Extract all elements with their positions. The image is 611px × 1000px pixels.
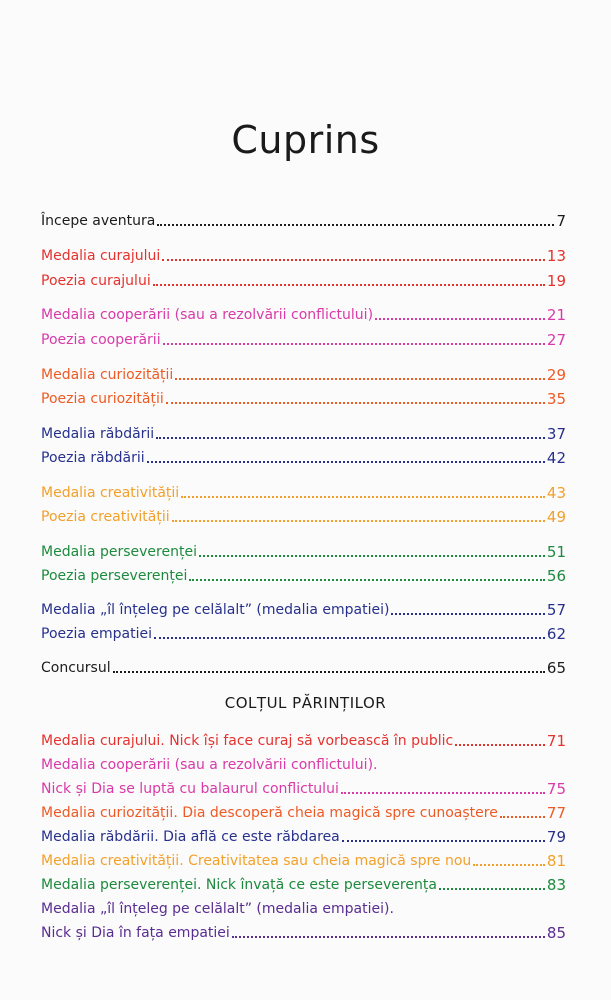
dot-leader	[181, 496, 545, 498]
toc-entry-title: Medalia cooperării (sau a rezolvării conflictului)	[41, 307, 374, 323]
toc-entry-page: 62	[546, 625, 566, 643]
parents-entry-page: 71	[546, 732, 566, 750]
toc-entry	[41, 302, 566, 324]
toc-entry-page: 21	[546, 306, 566, 324]
toc-entry-title: Concursul	[41, 660, 111, 676]
toc-entry-title: Poezia răbdării	[41, 450, 145, 466]
parents-entry-title: Nick și Dia se luptă cu balaurul conflictului	[41, 781, 339, 797]
toc-entry	[41, 597, 566, 619]
toc-entry-title: Poezia curiozității	[41, 391, 164, 407]
toc-entry-page: 29	[546, 366, 566, 384]
dot-leader	[162, 259, 545, 261]
parents-entry	[41, 872, 566, 894]
toc-entry-page: 13	[546, 247, 566, 265]
parents-entry-title: Medalia răbdării. Dia află ce este răbdarea	[41, 829, 340, 845]
toc-entry-page: 19	[546, 272, 566, 290]
dot-leader	[166, 402, 545, 404]
toc-entry	[41, 504, 566, 526]
parents-entry-page: 79	[546, 828, 566, 846]
parents-entry	[41, 800, 566, 822]
dot-leader	[175, 378, 545, 380]
parents-entry-title: Nick și Dia în fața empatiei	[41, 925, 230, 941]
toc-entry	[41, 243, 566, 265]
dot-leader	[375, 318, 545, 320]
parents-entry-page: 85	[546, 924, 566, 942]
parents-entry-page: 77	[546, 804, 566, 822]
toc-entry-page: 51	[546, 543, 566, 561]
dot-leader	[232, 936, 545, 938]
toc-entry-page: 56	[546, 567, 566, 585]
dot-leader	[391, 613, 544, 615]
toc-entry	[41, 362, 566, 384]
parents-entry	[41, 776, 566, 798]
toc-entry	[41, 445, 566, 467]
toc-entry-title: Medalia răbdării	[41, 426, 155, 442]
dot-leader	[342, 840, 545, 842]
toc-entry-page: 37	[546, 425, 566, 443]
toc-entry	[41, 563, 566, 585]
toc-entry-title: Poezia curajului	[41, 273, 151, 289]
parents-entry	[41, 920, 566, 942]
toc-entry-page: 27	[546, 331, 566, 349]
parents-entry-title: Medalia creativității. Creativitatea sau cheia magică spre nou	[41, 853, 472, 869]
dot-leader	[172, 520, 545, 522]
parents-entry-title: Medalia „îl înțeleg pe celălalt” (medalia empatiei).	[41, 901, 394, 917]
toc-entry-page: 42	[546, 449, 566, 467]
parents-entry	[41, 728, 566, 750]
dot-leader	[156, 437, 545, 439]
toc-entry-title: Medalia curajului	[41, 248, 161, 264]
parents-entry-page: 83	[546, 876, 566, 894]
toc-entry-page: 49	[546, 508, 566, 526]
dot-leader	[455, 744, 545, 746]
parents-entry-title: Medalia curajului. Nick își face curaj să vorbească în public	[41, 733, 454, 749]
toc-entry	[41, 208, 566, 230]
toc-entry-title: Poezia creativității	[41, 509, 170, 525]
toc-entry	[41, 327, 566, 349]
parents-entry-title: Medalia perseverenței. Nick învață ce este perseverența	[41, 877, 437, 893]
parents-entry	[41, 896, 566, 918]
parents-entry-title: Medalia curiozității. Dia descoperă cheia magică spre cunoaștere	[41, 805, 498, 821]
parents-entry	[41, 752, 566, 774]
dot-leader	[163, 343, 545, 345]
dot-leader	[113, 671, 545, 673]
toc-entry-page: 65	[546, 659, 566, 677]
toc-entry	[41, 621, 566, 643]
dot-leader	[199, 555, 545, 557]
parents-entry-page: 75	[546, 780, 566, 798]
dot-leader	[154, 637, 545, 639]
dot-leader	[147, 461, 545, 463]
toc-entry-title: Poezia perseverenței	[41, 568, 188, 584]
toc-entry-page: 43	[546, 484, 566, 502]
dot-leader	[439, 888, 545, 890]
toc-entry-page: 57	[546, 601, 566, 619]
toc-entry-title: Medalia perseverenței	[41, 544, 197, 560]
toc-entry-title: Poezia cooperării	[41, 332, 161, 348]
toc-entry	[41, 268, 566, 290]
toc-entry	[41, 386, 566, 408]
toc-entry-title: Medalia creativității	[41, 485, 180, 501]
toc-entry-page: 7	[556, 212, 566, 230]
dot-leader	[157, 224, 554, 226]
parents-heading: COLȚUL PĂRINȚILOR	[224, 694, 387, 712]
dot-leader	[189, 579, 545, 581]
dot-leader	[153, 284, 545, 286]
parents-entry-title: Medalia cooperării (sau a rezolvării conflictului).	[41, 757, 378, 773]
toc-entry-title: Poezia empatiei	[41, 626, 152, 642]
toc-entry-page: 35	[546, 390, 566, 408]
dot-leader	[500, 816, 545, 818]
toc-entry-title: Medalia „îl înțeleg pe celălalt” (medalia empatiei)	[41, 602, 390, 618]
dot-leader	[473, 864, 545, 866]
page-title: Cuprins	[231, 118, 380, 162]
toc-entry	[41, 655, 566, 677]
dot-leader	[341, 792, 545, 794]
toc-entry-title: Medalia curiozității	[41, 367, 174, 383]
parents-entry	[41, 824, 566, 846]
parents-entry	[41, 848, 566, 870]
toc-entry	[41, 480, 566, 502]
toc-entry-title: Începe aventura	[41, 213, 156, 229]
parents-entry-page: 81	[546, 852, 566, 870]
toc-entry	[41, 539, 566, 561]
toc-entry	[41, 421, 566, 443]
